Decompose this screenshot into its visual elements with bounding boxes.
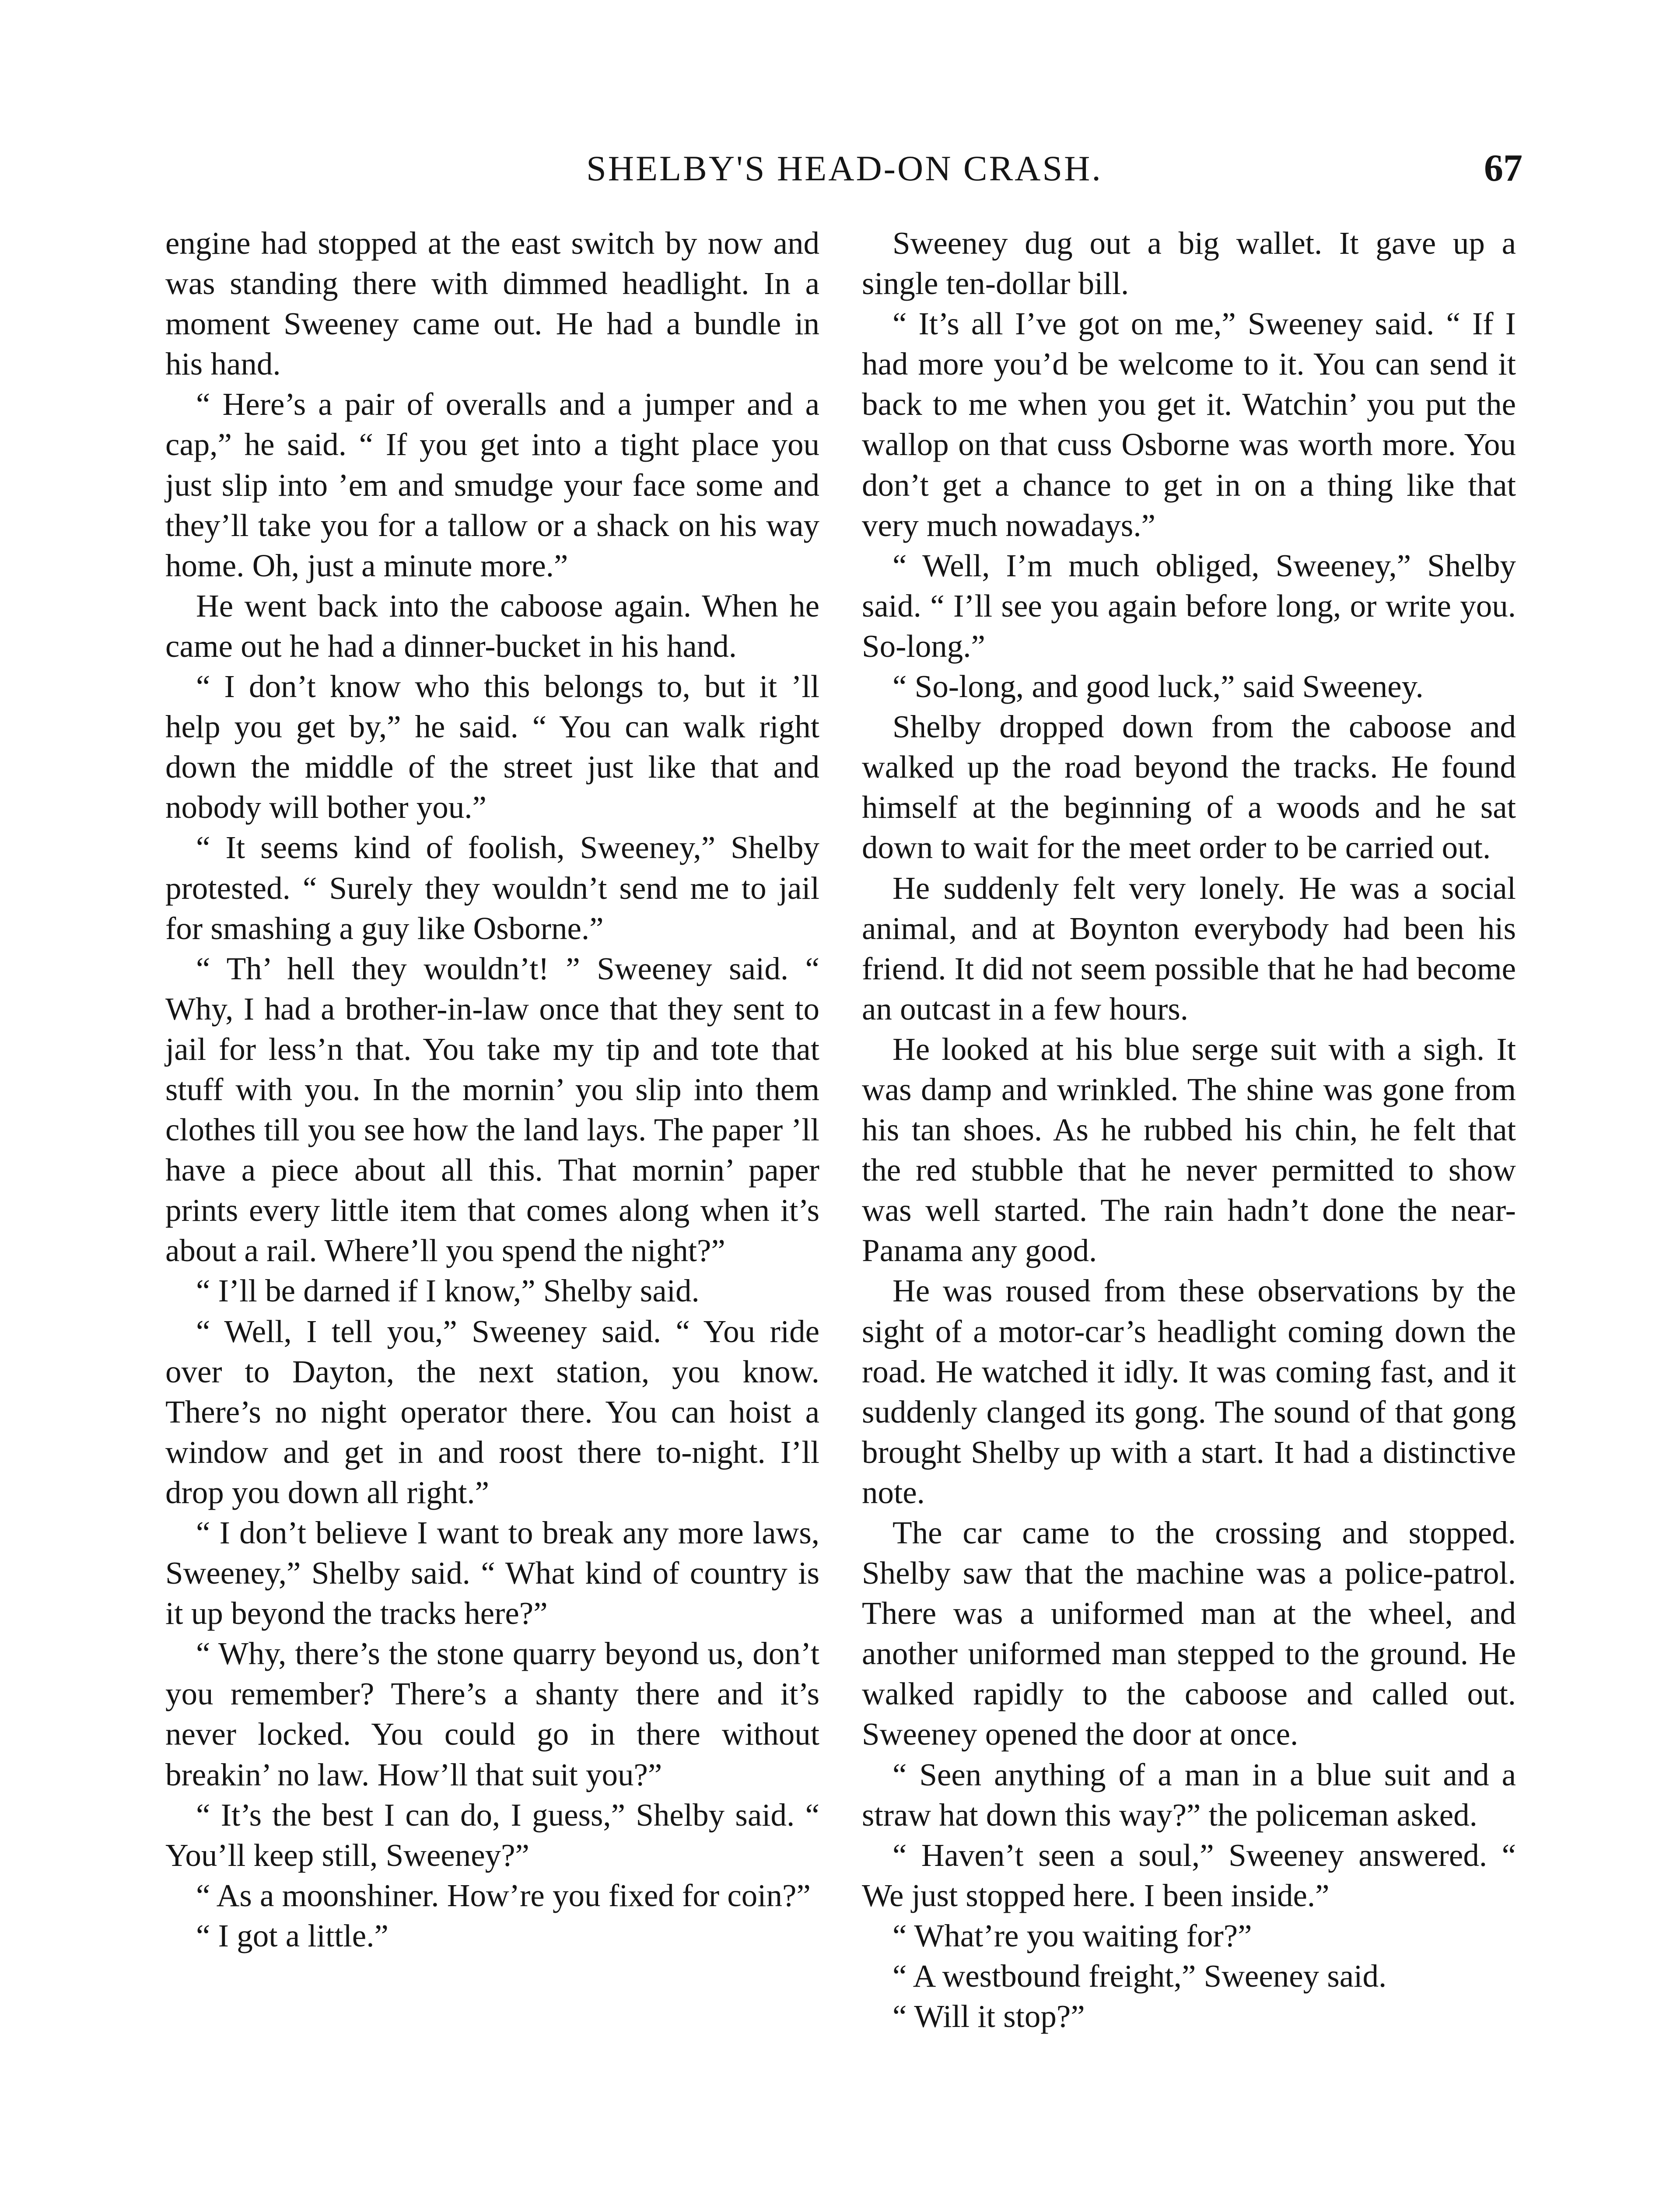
- paragraph: “ Seen anything of a man in a blue suit and a straw hat down this way?” the policeman asked.: [862, 1757, 1516, 1833]
- paragraph: The car came to the crossing and stopped. Shelby saw that the machine was a police-patrol. There was a uniformed man at the wheel, and another uniformed man stepped to the ground. He walked rapidly to the caboose and called out. Sweeney opened the door at once.: [862, 1515, 1516, 1752]
- paragraph: “ It’s the best I can do, I guess,” Shelby said. “ You’ll keep still, Sweeney?”: [165, 1797, 819, 1873]
- paragraph: “ I don’t believe I want to break any more laws, Sweeney,” Shelby said. “ What kind of country is it up beyond the tracks here?”: [165, 1515, 819, 1631]
- paragraph: “ Th’ hell they wouldn’t! ” Sweeney said. “ Why, I had a brother-in-law once that they sent to jail for less’n that. You take my tip and tote that stuff with you. In the mornin’ you slip into them clothes till you see how the land lays. The paper ’ll have a piece about all this. That mornin’ paper prints every little item that comes along when it’s about a rail. Where’ll you spend the night?”: [165, 950, 819, 1269]
- paragraph: “ Here’s a pair of overalls and a jumper and a cap,” he said. “ If you get into a tight place you just slip into ’em and smudge your face some and they’ll take you for a tallow or a shack on his way home. Oh, just a minute more.”: [165, 386, 819, 583]
- right-column: [862, 223, 1516, 2037]
- paragraph: “ Haven’t seen a soul,” Sweeney answered. “ We just stopped here. I been inside.”: [862, 1837, 1516, 1913]
- paragraph: “ So-long, and good luck,” said Sweeney.: [892, 669, 1424, 705]
- paragraph: “ I got a little.”: [196, 1918, 388, 1953]
- paragraph: Sweeney dug out a big wallet. It gave up a single ten-dollar bill.: [862, 225, 1516, 302]
- paragraph: “ Will it stop?”: [892, 1999, 1085, 2034]
- paragraph: “ It seems kind of foolish, Sweeney,” Shelby protested. “ Surely they wouldn’t send me to jail for smashing a guy like Osborne.”: [165, 830, 819, 946]
- paragraph: “ It’s all I’ve got on me,” Sweeney said. “ If I had more you’d be welcome to it. You can send it back to me when you get it. Watchin’ you put the wallop on that cuss Osborne was worth more. You don’t get a chance to get in on a thing like that very much nowadays.”: [862, 306, 1516, 543]
- page-number: 67: [1484, 147, 1522, 189]
- paragraph: engine had stopped at the east switch by now and was standing there with dimmed headlight. In a moment Sweeney came out. He had a bundle in his hand.: [165, 225, 819, 382]
- running-head: [166, 147, 1522, 199]
- left-column: [165, 223, 819, 1956]
- paragraph: Shelby dropped down from the caboose and walked up the road beyond the tracks. He found himself at the beginning of a woods and he sat down to wait for the meet order to be carried out.: [862, 709, 1516, 866]
- paragraph: “ As a moonshiner. How’re you fixed for coin?”: [196, 1877, 811, 1913]
- paragraph: “ A westbound freight,” Sweeney said.: [892, 1958, 1387, 1994]
- paragraph: “ Why, there’s the stone quarry beyond us, don’t you remember? There’s a shanty there and it’s never locked. You could go in there without breakin’ no law. How’ll that suit you?”: [165, 1636, 819, 1792]
- paragraph: “ Well, I’m much obliged, Sweeney,” Shelby said. “ I’ll see you again before long, or write you. So-long.”: [862, 547, 1516, 664]
- running-title: SHELBY'S HEAD-ON CRASH.: [586, 148, 1102, 188]
- paragraph: He looked at his blue serge suit with a sigh. It was damp and wrinkled. The shine was gone from his tan shoes. As he rubbed his chin, he felt that the red stubble that he never permitted to show was well started. The rain hadn’t done the near-Panama any good.: [862, 1031, 1516, 1269]
- paragraph: “ I’ll be darned if I know,” Shelby said.: [196, 1273, 700, 1309]
- paragraph: He went back into the caboose again. When he came out he had a dinner-bucket in his hand.: [165, 588, 819, 664]
- paragraph: He suddenly felt very lonely. He was a social animal, and at Boynton everybody had been his friend. It did not seem possible that he had become an outcast in a few hours.: [862, 870, 1516, 1027]
- paragraph: “ What’re you waiting for?”: [892, 1918, 1252, 1953]
- paragraph: He was roused from these observations by the sight of a motor-car’s headlight coming down the road. He watched it idly. It was coming fast, and it suddenly clanged its gong. The sound of that gong brought Shelby up with a start. It had a distinctive note.: [862, 1273, 1516, 1510]
- paragraph: “ I don’t know who this belongs to, but it ’ll help you get by,” he said. “ You can walk right down the middle of the street just like that and nobody will bother you.”: [165, 669, 819, 825]
- paragraph: “ Well, I tell you,” Sweeney said. “ You ride over to Dayton, the next station, you know. There’s no night operator there. You can hoist a window and get in and roost there to-night. I’ll drop you down all right.”: [165, 1313, 819, 1510]
